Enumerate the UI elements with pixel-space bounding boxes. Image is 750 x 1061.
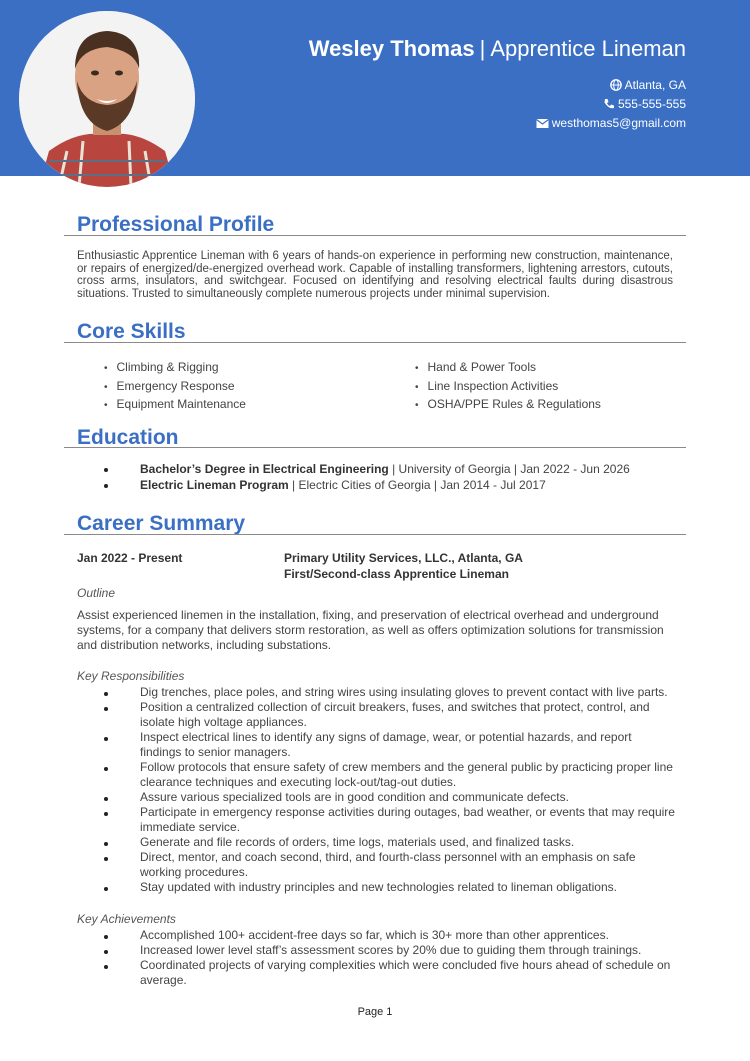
responsibilities-label: Key Responsibilities	[77, 669, 185, 683]
education-item	[102, 477, 676, 493]
location-text: Atlanta, GA	[624, 78, 686, 92]
skill-item: • Line Inspection Activities	[415, 378, 601, 397]
education-degree: Electric Lineman Program	[140, 478, 289, 492]
phone-icon	[603, 98, 615, 110]
section-divider	[64, 342, 686, 343]
responsibility-item: Assure various specialized tools are in good condition and communicate defects.	[102, 790, 676, 805]
achievement-item: Accomplished 100+ accident-free days so far, which is 30+ more than other apprentices.	[102, 928, 676, 943]
globe-icon	[610, 79, 622, 91]
responsibility-item: Direct, mentor, and coach second, third, and fourth-class personnel with an emphasis on safe working procedures.	[102, 850, 676, 880]
section-divider	[64, 447, 686, 448]
page-number: Page 1	[357, 1006, 393, 1018]
skill-item: • OSHA/PPE Rules & Regulations	[415, 396, 601, 415]
responsibility-item: Follow protocols that ensure safety of crew members and the general public by practicing proper line clearance techniques and executing lock-out/tag-out duties.	[102, 760, 676, 790]
skill-item: • Hand & Power Tools	[415, 359, 601, 378]
job-date: Jan 2022 - Present	[77, 551, 183, 565]
outline-label: Outline	[77, 586, 116, 600]
skills-list-right	[415, 359, 601, 415]
achievement-item: Coordinated projects of varying complexities which were concluded five hours ahead of schedule on average.	[102, 958, 676, 988]
job-title: Apprentice Lineman	[490, 36, 686, 61]
education-degree: Bachelor’s Degree in Electrical Engineering	[140, 462, 389, 476]
profile-summary: Enthusiastic Apprentice Lineman with 6 years of hands-on experience in performing new construction, maintenance, or repairs of energized/de-energized overhead work. Capable of installing transformers, lightening arrestors, cutouts, cross arms, insulators, and switchgear. Focused on identifying and resolving electrical faults during disastrous situations. Trusted to simultaneously complete numerous projects under minimal supervision.	[77, 250, 673, 300]
responsibility-item: Participate in emergency response activities during outages, bad weather, or events that may require immediate service.	[102, 805, 676, 835]
person-name: Wesley Thomas	[308, 36, 475, 61]
education-detail: | Electric Cities of Georgia | Jan 2014 - Jul 2017	[288, 478, 546, 492]
responsibility-item: Stay updated with industry principles and new technologies related to lineman obligations.	[102, 880, 676, 895]
section-title-education: Education	[77, 426, 179, 449]
section-title-profile: Professional Profile	[77, 213, 275, 236]
envelope-icon	[536, 118, 549, 129]
name-title-line	[309, 34, 686, 64]
achievements-list	[102, 928, 676, 988]
profile-photo	[19, 11, 195, 187]
responsibilities-list	[102, 685, 676, 895]
education-list	[102, 461, 676, 493]
achievement-item: Increased lower level staff’s assessment scores by 20% due to guiding them through trainings.	[102, 943, 676, 958]
contact-location	[610, 77, 686, 93]
section-divider	[64, 534, 686, 535]
skill-item: • Climbing & Rigging	[104, 359, 246, 378]
section-title-skills: Core Skills	[77, 320, 186, 343]
responsibility-item: Inspect electrical lines to identify any signs of damage, wear, or potential hazards, and report findings to senior managers.	[102, 730, 676, 760]
skill-item: • Emergency Response	[104, 378, 246, 397]
phone-text: 555-555-555	[617, 97, 686, 111]
skill-item: • Equipment Maintenance	[104, 396, 246, 415]
section-title-career: Career Summary	[77, 512, 246, 535]
achievements-label: Key Achievements	[77, 912, 176, 926]
outline-text: Assist experienced linemen in the installation, fixing, and preservation of electrical overhead and underground systems, for a company that delivers storm restoration, as well as offers optimization solutions for transmission and distribution networks, including substations.	[77, 608, 664, 652]
contact-phone	[603, 96, 686, 112]
job-company: Primary Utility Services, LLC., Atlanta, GA	[284, 551, 523, 565]
contact-email	[536, 115, 686, 131]
email-text: westhomas5@gmail.com	[551, 116, 686, 130]
responsibility-item: Dig trenches, place poles, and string wires using insulating gloves to prevent contact with live parts.	[102, 685, 676, 700]
education-detail: | University of Georgia | Jan 2022 - Jun 2026	[388, 462, 630, 476]
job-role: First/Second-class Apprentice Lineman	[284, 567, 509, 581]
education-item	[102, 461, 676, 477]
section-divider	[64, 235, 686, 236]
name-separator: |	[479, 36, 486, 61]
responsibility-item: Position a centralized collection of circuit breakers, fuses, and switches that protect, control, and isolate high voltage appliances.	[102, 700, 676, 730]
responsibility-item: Generate and file records of orders, time logs, materials used, and finalized tasks.	[102, 835, 676, 850]
skills-list-left	[104, 359, 246, 415]
